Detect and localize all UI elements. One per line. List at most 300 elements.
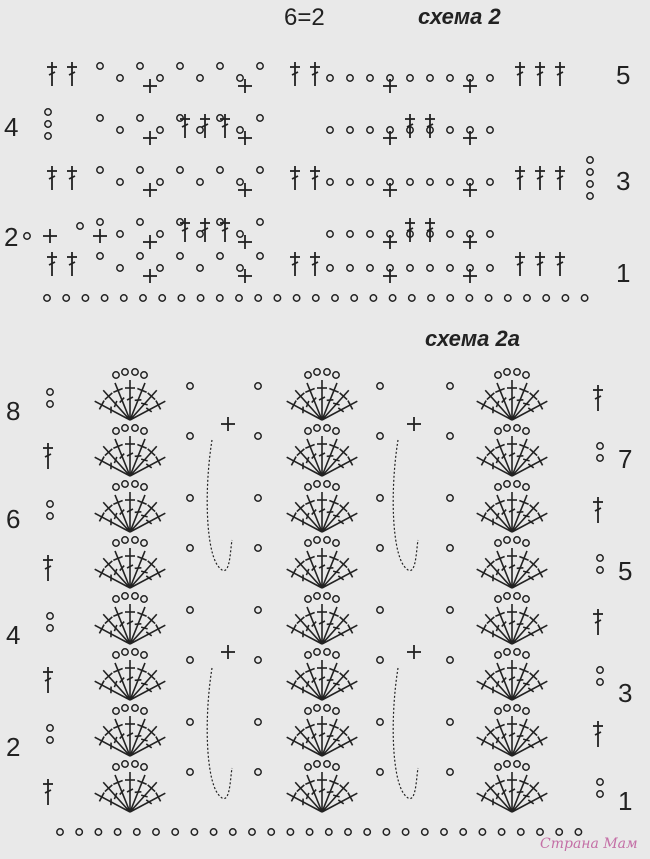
chain-stitch <box>132 481 138 487</box>
shell-double-crochet <box>125 492 135 532</box>
chain-stitch <box>177 219 183 225</box>
single-crochet <box>143 269 157 283</box>
double-crochet <box>425 114 435 138</box>
chain-stitch <box>326 829 332 835</box>
chain-stitch <box>407 179 413 185</box>
chain-stitch <box>97 63 103 69</box>
chain-stitch <box>255 657 261 663</box>
chain-stitch <box>45 121 51 127</box>
chain-stitch <box>287 829 293 835</box>
double-crochet <box>593 385 603 411</box>
chain-stitch <box>427 75 433 81</box>
chain-stitch <box>347 231 353 237</box>
shell-double-crochet <box>125 436 135 476</box>
chain-stitch <box>141 764 147 770</box>
single-crochet <box>43 229 57 243</box>
chain-stitch <box>172 829 178 835</box>
chain-stitch <box>524 295 530 301</box>
shell-double-crochet <box>508 443 542 479</box>
chain-stitch <box>141 428 147 434</box>
chain-stitch <box>447 231 453 237</box>
chain-stitch <box>217 115 223 121</box>
shell-double-crochet <box>126 667 160 703</box>
chain-stitch <box>523 372 529 378</box>
chain-stitch <box>268 829 274 835</box>
double-crochet <box>310 166 320 190</box>
shell-double-crochet <box>126 723 160 759</box>
chain-stitch <box>523 652 529 658</box>
chain-stitch <box>587 169 593 175</box>
chain-stitch <box>113 708 119 714</box>
single-crochet <box>463 269 477 283</box>
single-crochet <box>383 183 397 197</box>
chain-stitch <box>47 737 53 743</box>
chain-stitch <box>157 265 163 271</box>
chain-stitch <box>237 127 243 133</box>
chain-stitch <box>132 425 138 431</box>
chain-stitch <box>47 389 53 395</box>
chain-stitch <box>217 63 223 69</box>
shell-double-crochet <box>126 387 160 423</box>
chain-stitch <box>504 537 510 543</box>
chain-stitch <box>523 596 529 602</box>
chain-stitch <box>523 764 529 770</box>
chain-stitch <box>402 829 408 835</box>
chain-stitch <box>504 761 510 767</box>
single-crochet <box>93 229 107 243</box>
double-crochet <box>425 218 435 242</box>
double-crochet <box>515 166 525 190</box>
chain-stitch <box>587 193 593 199</box>
chain-stitch <box>314 649 320 655</box>
chain-stitch <box>351 295 357 301</box>
chain-stitch <box>197 127 203 133</box>
double-crochet <box>515 252 525 276</box>
chain-stitch <box>447 719 453 725</box>
chain-stitch <box>597 667 603 673</box>
chain-stitch <box>305 484 311 490</box>
chain-stitch <box>159 295 165 301</box>
chain-stitch <box>347 179 353 185</box>
single-crochet <box>143 235 157 249</box>
double-crochet <box>180 114 190 138</box>
double-crochet <box>43 555 53 581</box>
shell-double-crochet <box>317 716 327 756</box>
chain-stitch <box>514 649 520 655</box>
shell-double-crochet <box>507 604 517 644</box>
chain-stitch <box>305 596 311 602</box>
chain-stitch <box>324 593 330 599</box>
chain-stitch <box>47 613 53 619</box>
chart2-row-number-2: 2 <box>6 732 21 762</box>
chain-stitch <box>249 829 255 835</box>
chain-stitch <box>495 708 501 714</box>
chain-stitch <box>498 829 504 835</box>
chain-stitch <box>575 829 581 835</box>
double-crochet <box>290 252 300 276</box>
single-crochet <box>463 79 477 93</box>
chain-stitch <box>428 295 434 301</box>
shell-double-crochet <box>318 555 352 591</box>
chain-stitch <box>305 764 311 770</box>
double-crochet <box>47 62 57 86</box>
chain-stitch <box>117 231 123 237</box>
shell-double-crochet <box>125 772 135 812</box>
chain-stitch <box>255 433 261 439</box>
double-crochet <box>310 252 320 276</box>
chain-stitch <box>191 829 197 835</box>
shell-double-crochet <box>507 548 517 588</box>
shell-double-crochet <box>126 499 160 535</box>
chain-stitch <box>255 495 261 501</box>
chain-stitch <box>314 705 320 711</box>
chain-stitch <box>121 295 127 301</box>
chain-stitch <box>187 657 193 663</box>
chain-stitch <box>479 829 485 835</box>
single-crochet <box>383 235 397 249</box>
shell-double-crochet <box>126 443 160 479</box>
shell-double-crochet <box>318 443 352 479</box>
chain-stitch <box>504 481 510 487</box>
chain-stitch <box>187 769 193 775</box>
chain-stitch <box>313 295 319 301</box>
shell-double-crochet <box>508 779 542 815</box>
double-crochet <box>535 252 545 276</box>
chain-stitch <box>514 369 520 375</box>
chain-stitch <box>137 167 143 173</box>
chain-stitch <box>305 428 311 434</box>
chain-stitch <box>141 484 147 490</box>
chain-stitch <box>389 295 395 301</box>
chain-stitch <box>523 428 529 434</box>
chain-stitch <box>447 265 453 271</box>
chain-stitch <box>237 179 243 185</box>
chain-stitch <box>487 231 493 237</box>
chain-stitch <box>495 596 501 602</box>
chain-stitch <box>237 75 243 81</box>
shell-double-crochet <box>125 716 135 756</box>
chain-stitch <box>113 372 119 378</box>
chain-stitch <box>122 369 128 375</box>
chain-stitch <box>210 829 216 835</box>
chain-stitch <box>47 513 53 519</box>
double-crochet <box>535 166 545 190</box>
chain-stitch <box>217 167 223 173</box>
chain-stitch <box>132 537 138 543</box>
chain-stitch <box>137 63 143 69</box>
double-crochet <box>200 114 210 138</box>
chain-stitch <box>447 179 453 185</box>
chain-stitch <box>236 295 242 301</box>
shell-double-crochet <box>317 548 327 588</box>
chart2-title: схема 2а <box>425 326 520 351</box>
single-crochet <box>407 645 421 659</box>
chain-stitch <box>324 369 330 375</box>
chain-stitch <box>495 428 501 434</box>
chain-stitch <box>157 127 163 133</box>
chain-stitch <box>117 75 123 81</box>
single-crochet <box>463 183 477 197</box>
chain-stitch <box>132 593 138 599</box>
chain-stitch <box>274 295 280 301</box>
chart1-title: схема 2 <box>418 4 501 29</box>
chain-stitch <box>407 265 413 271</box>
single-crochet <box>383 131 397 145</box>
chain-stitch <box>377 433 383 439</box>
chain-stitch <box>77 223 83 229</box>
chart2-row-number-7: 7 <box>618 444 633 474</box>
chain-stitch <box>314 369 320 375</box>
double-crochet <box>593 721 603 747</box>
chain-stitch <box>597 567 603 573</box>
chain-stitch <box>257 115 263 121</box>
chain-stitch <box>122 481 128 487</box>
chain-stitch <box>504 649 510 655</box>
chart1-row-number-3: 3 <box>616 166 631 196</box>
chain-stitch <box>187 545 193 551</box>
chain-stitch <box>153 829 159 835</box>
double-crochet <box>43 667 53 693</box>
chain-stitch <box>95 829 101 835</box>
chain-stitch <box>47 625 53 631</box>
chain-stitch <box>97 167 103 173</box>
chain-stitch <box>114 829 120 835</box>
chain-stitch <box>187 719 193 725</box>
single-crochet <box>221 417 235 431</box>
chain-stitch <box>324 705 330 711</box>
chain-stitch <box>495 372 501 378</box>
chain-stitch <box>63 295 69 301</box>
shell-double-crochet <box>318 611 352 647</box>
chain-stitch <box>122 537 128 543</box>
chain-stitch <box>333 428 339 434</box>
chain-stitch <box>377 657 383 663</box>
chain-stitch <box>141 652 147 658</box>
chain-stitch <box>505 295 511 301</box>
chain-stitch <box>255 383 261 389</box>
chain-stitch <box>367 75 373 81</box>
chain-stitch <box>132 649 138 655</box>
chain-stitch <box>177 115 183 121</box>
shell-double-crochet <box>508 723 542 759</box>
chain-stitch <box>305 708 311 714</box>
double-crochet <box>535 62 545 86</box>
double-crochet <box>555 252 565 276</box>
chain-stitch <box>427 179 433 185</box>
shell-double-crochet <box>125 548 135 588</box>
chain-stitch <box>327 75 333 81</box>
single-crochet <box>383 79 397 93</box>
shell-double-crochet <box>507 492 517 532</box>
chain-stitch <box>187 383 193 389</box>
chain-stitch <box>134 829 140 835</box>
shell-double-crochet <box>317 492 327 532</box>
chain-stitch <box>495 484 501 490</box>
chain-stitch <box>518 829 524 835</box>
chain-stitch <box>187 495 193 501</box>
chain-stitch <box>101 295 107 301</box>
chain-stitch <box>562 295 568 301</box>
chain-stitch <box>514 425 520 431</box>
chain-stitch <box>427 265 433 271</box>
double-crochet <box>43 443 53 469</box>
single-crochet <box>221 645 235 659</box>
shell-double-crochet <box>318 387 352 423</box>
shell-double-crochet <box>125 380 135 420</box>
double-crochet <box>200 218 210 242</box>
double-crochet <box>290 166 300 190</box>
chain-stitch <box>556 829 562 835</box>
chain-stitch <box>237 265 243 271</box>
chain-stitch <box>197 231 203 237</box>
chain-stitch <box>177 167 183 173</box>
chain-stitch <box>370 295 376 301</box>
shell-double-crochet <box>507 716 517 756</box>
shell-double-crochet <box>508 499 542 535</box>
connecting-loop <box>207 668 232 799</box>
chain-stitch <box>122 761 128 767</box>
chain-stitch <box>333 708 339 714</box>
shell-double-crochet <box>318 499 352 535</box>
chain-stitch <box>324 761 330 767</box>
chain-stitch <box>132 705 138 711</box>
connecting-loop <box>393 668 418 799</box>
shell-double-crochet <box>318 667 352 703</box>
shell-double-crochet <box>317 604 327 644</box>
chain-stitch <box>47 501 53 507</box>
connecting-loop <box>393 440 418 571</box>
chain-stitch <box>314 761 320 767</box>
chain-stitch <box>333 372 339 378</box>
double-crochet <box>555 166 565 190</box>
chain-stitch <box>597 679 603 685</box>
chain-stitch <box>44 295 50 301</box>
chain-stitch <box>197 265 203 271</box>
repeat-label: 6=2 <box>284 4 325 31</box>
chain-stitch <box>45 109 51 115</box>
chain-stitch <box>333 484 339 490</box>
chain-stitch <box>324 649 330 655</box>
chain-stitch <box>367 127 373 133</box>
chain-stitch <box>324 425 330 431</box>
chain-stitch <box>409 295 415 301</box>
chain-stitch <box>257 219 263 225</box>
shell-double-crochet <box>507 660 517 700</box>
chain-stitch <box>487 127 493 133</box>
chain-stitch <box>597 555 603 561</box>
chain-stitch <box>137 253 143 259</box>
chain-stitch <box>141 596 147 602</box>
chain-stitch <box>504 369 510 375</box>
chain-stitch <box>367 231 373 237</box>
chain-stitch <box>237 231 243 237</box>
chain-stitch <box>137 115 143 121</box>
chain-stitch <box>523 484 529 490</box>
chain-stitch <box>487 265 493 271</box>
chain-stitch <box>447 383 453 389</box>
double-crochet <box>47 166 57 190</box>
chain-stitch <box>487 179 493 185</box>
chain-stitch <box>255 769 261 775</box>
chain-stitch <box>113 652 119 658</box>
single-crochet <box>143 183 157 197</box>
watermark-logo: Страна Мам <box>540 836 638 852</box>
chart2-row-number-6: 6 <box>6 504 21 534</box>
chain-stitch <box>537 829 543 835</box>
chain-stitch <box>157 179 163 185</box>
shell-double-crochet <box>318 723 352 759</box>
chain-stitch <box>197 179 203 185</box>
chain-stitch <box>597 791 603 797</box>
chain-stitch <box>113 484 119 490</box>
chain-stitch <box>137 219 143 225</box>
chain-stitch <box>257 167 263 173</box>
chain-stitch <box>141 540 147 546</box>
chain-stitch <box>327 231 333 237</box>
chain-stitch <box>117 179 123 185</box>
shell-double-crochet <box>126 555 160 591</box>
chain-stitch <box>333 540 339 546</box>
chain-stitch <box>504 425 510 431</box>
chain-stitch <box>140 295 146 301</box>
chain-stitch <box>504 705 510 711</box>
double-crochet <box>220 218 230 242</box>
double-crochet <box>67 166 77 190</box>
chain-stitch <box>177 253 183 259</box>
chain-stitch <box>45 133 51 139</box>
chain-stitch <box>82 295 88 301</box>
chart1-row-number-4: 4 <box>4 112 19 142</box>
chain-stitch <box>447 433 453 439</box>
chain-stitch <box>314 593 320 599</box>
chain-stitch <box>187 607 193 613</box>
chain-stitch <box>495 540 501 546</box>
chain-stitch <box>257 253 263 259</box>
shell-double-crochet <box>125 660 135 700</box>
chain-stitch <box>306 829 312 835</box>
chain-stitch <box>597 455 603 461</box>
chain-stitch <box>332 295 338 301</box>
double-crochet <box>67 252 77 276</box>
chain-stitch <box>117 265 123 271</box>
chain-stitch <box>113 764 119 770</box>
chain-stitch <box>367 265 373 271</box>
double-crochet <box>515 62 525 86</box>
chain-stitch <box>132 761 138 767</box>
chain-stitch <box>460 829 466 835</box>
chain-stitch <box>305 372 311 378</box>
shell-double-crochet <box>508 611 542 647</box>
chain-stitch <box>333 764 339 770</box>
shell-double-crochet <box>125 604 135 644</box>
chain-stitch <box>255 545 261 551</box>
chain-stitch <box>447 769 453 775</box>
chart1-row-number-5: 5 <box>616 60 631 90</box>
chain-stitch <box>447 545 453 551</box>
chain-stitch <box>141 708 147 714</box>
chain-stitch <box>314 425 320 431</box>
chain-stitch <box>514 537 520 543</box>
chain-stitch <box>217 295 223 301</box>
shell-double-crochet <box>126 611 160 647</box>
double-crochet <box>290 62 300 86</box>
shell-double-crochet <box>507 380 517 420</box>
chain-stitch <box>157 231 163 237</box>
chain-stitch <box>113 540 119 546</box>
double-crochet <box>67 62 77 86</box>
chain-stitch <box>122 705 128 711</box>
double-crochet <box>593 497 603 523</box>
